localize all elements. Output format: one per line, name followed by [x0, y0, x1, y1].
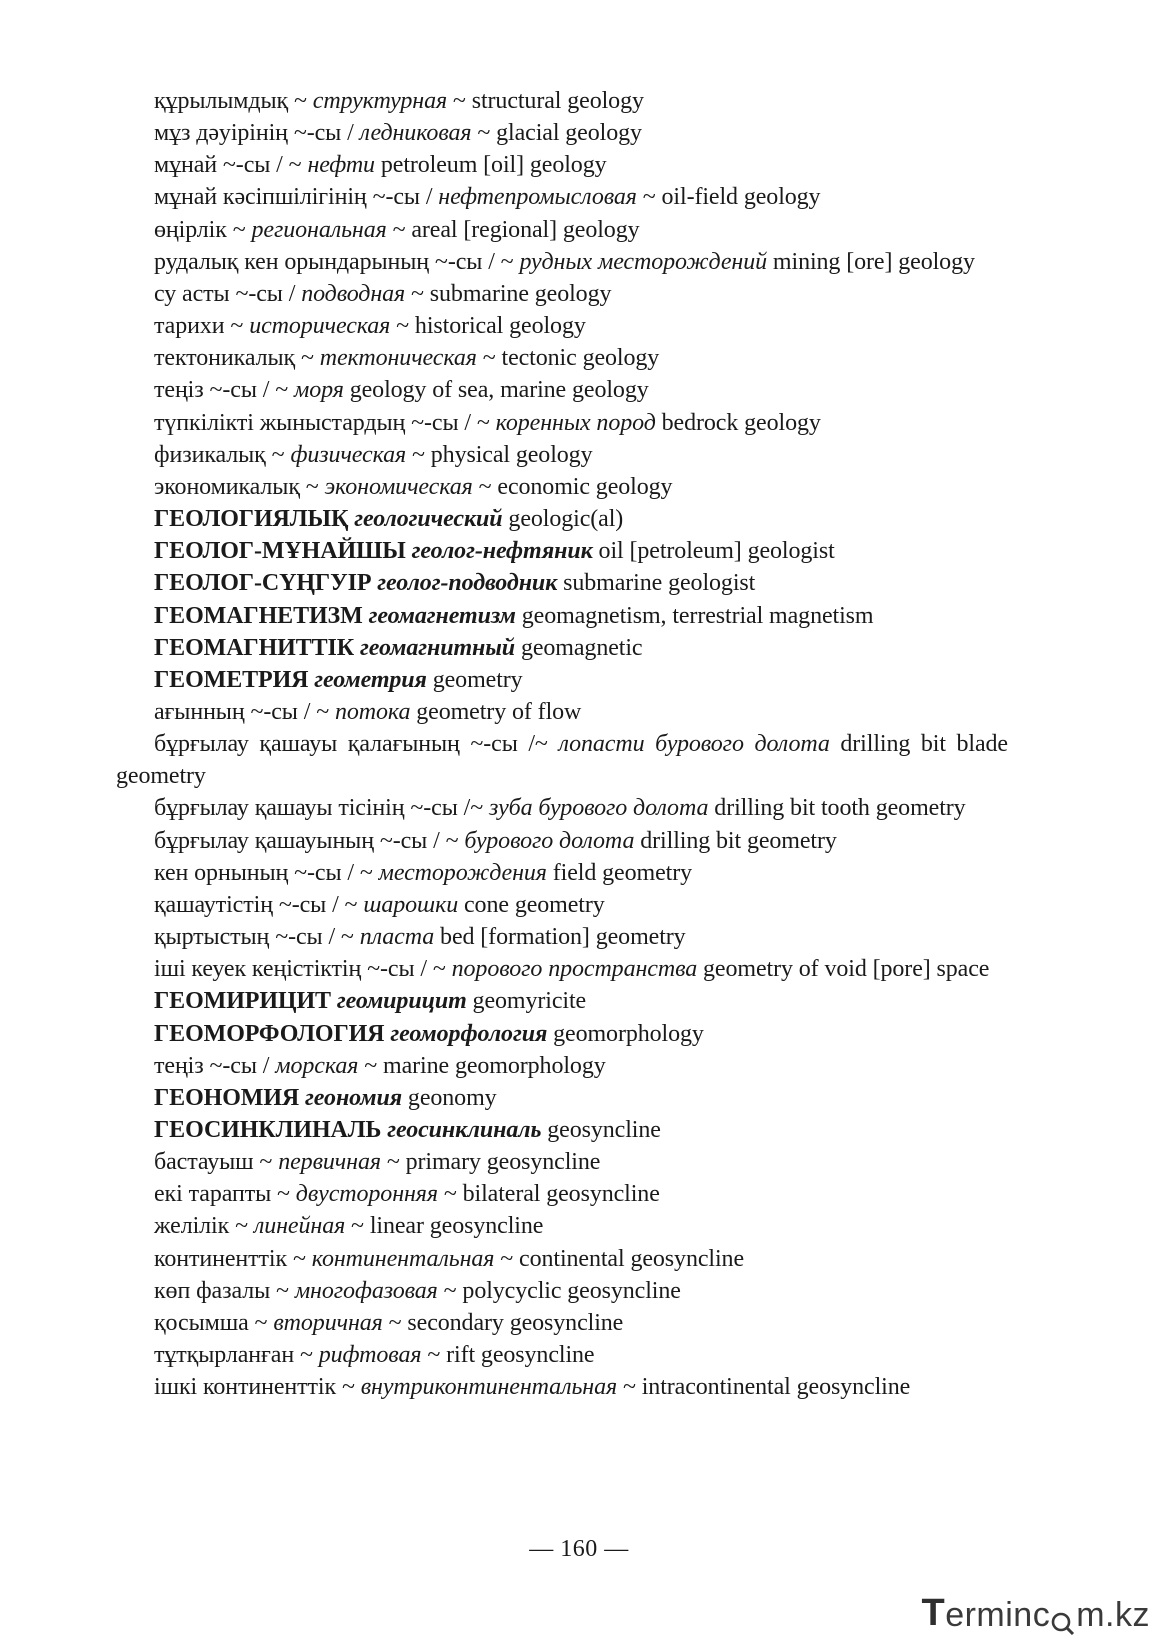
entry-text: ~ physical geology [406, 441, 593, 468]
dictionary-entry [116, 149, 1008, 181]
russian-term: коренных пород [495, 409, 656, 436]
dictionary-entry [116, 374, 1008, 406]
entry-text: бұрғылау қашауы тісінің ~-сы /~ [154, 795, 489, 822]
russian-term: моря [294, 377, 344, 404]
entry-text: ~ continental geosyncline [494, 1245, 744, 1272]
entry-text: ~ oil-field geology [636, 184, 821, 211]
russian-term: месторождения [378, 859, 547, 886]
russian-term: континентальная [311, 1245, 495, 1272]
dictionary-entry [116, 310, 1008, 342]
entry-text: ~ secondary geosyncline [382, 1309, 624, 1336]
russian-term: нефти [307, 152, 375, 179]
russian-term: ледниковая [359, 120, 472, 147]
entry-text: тұтқырланған ~ [154, 1342, 319, 1369]
entry-text: petroleum [oil] geology [374, 152, 607, 179]
russian-term: экономическая [324, 473, 473, 500]
entry-text: geonomy [402, 1084, 497, 1111]
entry-text: іші кеуек кеңістіктің ~-сы / ~ [154, 956, 452, 983]
headword-russian: геоморфология [390, 1020, 548, 1047]
dictionary-entry [116, 889, 1008, 921]
dictionary-entry [116, 1178, 1008, 1210]
entry-text: drilling bit blade geometry [116, 731, 1014, 790]
entry-text: мұнай ~-сы / ~ [154, 152, 308, 179]
page-number: — 160 — [529, 1536, 629, 1562]
russian-term: порового пространства [451, 956, 698, 983]
russian-term: внутриконтинентальная [360, 1374, 618, 1401]
russian-term: региональная [251, 216, 387, 243]
russian-term: линейная [253, 1213, 346, 1240]
entry-text: мұнай кәсіпшілігінің ~-сы / [154, 184, 439, 211]
entry-text: кен орнының ~-сы / ~ [154, 859, 379, 886]
headword: ГЕОМИРИЦИТ [154, 988, 331, 1015]
dictionary-entry [116, 1082, 1008, 1114]
dictionary-entry [116, 857, 1008, 889]
entry-text: geometry [426, 666, 523, 693]
dictionary-entry [116, 1307, 1008, 1339]
entry-text: ~ rift geosyncline [421, 1342, 595, 1369]
entry-text: теңіз ~-сы / ~ [154, 377, 295, 404]
dictionary-entry [116, 1275, 1008, 1307]
headword-russian: геолог-подводник [377, 570, 558, 597]
headword: ГЕОЛОГ-МҰНАЙШЫ [154, 538, 406, 565]
russian-term: первичная [278, 1149, 381, 1176]
headword-russian: геомирицит [336, 988, 467, 1015]
dictionary-entry [116, 471, 1008, 503]
entry-text: ~ areal [regional] geology [386, 216, 640, 243]
entry-text: cone geometry [458, 891, 605, 918]
dictionary-entry [116, 664, 1008, 696]
russian-term: пласта [359, 924, 435, 951]
entry-text: қашаутістің ~-сы / ~ [154, 891, 364, 918]
entry-text: ағынның ~-сы / ~ [154, 698, 335, 725]
entry-text: geology of sea, marine geology [343, 377, 649, 404]
watermark-logo [921, 1585, 1150, 1635]
russian-term: подводная [301, 280, 406, 307]
entry-text: geometry of void [pore] space [697, 956, 990, 983]
dictionary-entry [116, 1371, 1008, 1403]
entry-text: ~ intracontinental geosyncline [617, 1374, 911, 1401]
entry-text: drilling bit geometry [634, 827, 837, 854]
dictionary-entry [116, 696, 1008, 728]
entry-text: geomagnetism, terrestrial magnetism [515, 602, 874, 629]
dictionary-entry [116, 214, 1008, 246]
entry-text: ~ bilateral geosyncline [437, 1181, 660, 1208]
dictionary-entry [116, 439, 1008, 471]
dictionary-entry [116, 246, 1008, 278]
russian-term: морская [275, 1052, 359, 1079]
dictionary-entry [116, 1210, 1008, 1242]
dictionary-entry [116, 407, 1008, 439]
headword-russian: геометрия [314, 666, 427, 693]
entry-text: ~ linear geosyncline [345, 1213, 544, 1240]
dictionary-entry [116, 503, 1008, 535]
entry-text: ~ polycyclic geosyncline [437, 1277, 681, 1304]
entry-text: ~ primary geosyncline [380, 1149, 601, 1176]
dictionary-entry [116, 1339, 1008, 1371]
russian-term: историческая [249, 313, 391, 340]
entry-text: құрылымдық ~ [154, 88, 313, 114]
entry-text: geometry of flow [410, 698, 582, 725]
watermark-middle: erminc [945, 1596, 1051, 1634]
dictionary-entry [116, 1050, 1008, 1082]
headword-russian: геосинклиналь [387, 1117, 542, 1143]
entry-text: өңірлік ~ [154, 216, 252, 243]
dictionary-entry [116, 792, 1008, 824]
entry-text: су асты ~-сы / [154, 280, 302, 307]
dictionary-entry [116, 535, 1008, 567]
entry-text: рудалық кен орындарының ~-сы / ~ [154, 248, 520, 275]
entry-text: қыртыстың ~-сы / ~ [154, 924, 360, 951]
entry-text: ~ tectonic geology [476, 345, 660, 372]
russian-term: многофазовая [294, 1277, 438, 1304]
dictionary-entry [116, 985, 1008, 1017]
entry-text: теңіз ~-сы / [154, 1052, 276, 1079]
dictionary-entry [116, 600, 1008, 632]
dictionary-entry [116, 953, 1008, 985]
entry-text: oil [petroleum] geologist [592, 538, 835, 565]
headword: ГЕОЛОГ-СҮҢГУІР [154, 570, 372, 597]
entry-text: көп фазалы ~ [154, 1277, 295, 1304]
entry-text: mining [ore] geology [767, 248, 975, 275]
russian-term: структурная [312, 88, 448, 114]
magnifier-icon [1050, 1605, 1076, 1635]
entry-text: түпкілікті жыныстардың ~-сы / ~ [154, 409, 496, 436]
dictionary-entry [116, 728, 1014, 792]
entry-text: bedrock geology [655, 409, 821, 436]
watermark-prefix: T [921, 1592, 946, 1634]
entry-text: бастауыш ~ [154, 1149, 279, 1176]
russian-term: шарошки [363, 891, 459, 918]
entry-text: екі тарапты ~ [154, 1181, 296, 1208]
russian-term: физическая [290, 441, 407, 468]
dictionary-entry [116, 278, 1008, 310]
entry-text: ~ submarine geology [405, 280, 612, 307]
russian-term: рифтовая [318, 1342, 422, 1369]
dictionary-entry [116, 85, 1008, 117]
headword: ГЕОМОРФОЛОГИЯ [154, 1020, 385, 1047]
headword-russian: геолог-нефтяник [411, 538, 593, 565]
entry-text: экономикалық ~ [154, 473, 325, 500]
russian-term: тектоническая [319, 345, 477, 372]
entry-text: тектоникалық ~ [154, 345, 320, 372]
russian-term: лопасти бурового долота [558, 731, 830, 758]
dictionary-entry [116, 1243, 1008, 1275]
russian-term: бурового долота [464, 827, 635, 854]
entry-text: желілік ~ [154, 1213, 254, 1240]
entry-text: бұрғылау қашауы қалағының ~-сы /~ [154, 731, 559, 758]
russian-term: рудных месторождений [519, 248, 768, 275]
headword: ГЕОМАГНИТТІК [154, 634, 355, 661]
russian-term: нефтепромысловая [438, 184, 637, 211]
headword-russian: геономия [305, 1084, 403, 1111]
dictionary-entry [116, 117, 1008, 149]
russian-term: потока [334, 698, 411, 725]
entry-text: ~ marine geomorphology [358, 1052, 606, 1079]
watermark-suffix: m.kz [1076, 1596, 1150, 1634]
entry-text: қосымша ~ [154, 1309, 274, 1336]
dictionary-entry [116, 1114, 1008, 1146]
entry-text: мұз дәуірінің ~-сы / [154, 120, 360, 147]
entry-text: ~ structural geology [447, 88, 644, 114]
entry-text: geomyricite [466, 988, 587, 1015]
dictionary-entry [116, 921, 1008, 953]
headword: ГЕОМАГНЕТИЗМ [154, 602, 363, 629]
dictionary-entry [116, 1146, 1008, 1178]
dictionary-entry [116, 825, 1008, 857]
entry-text: submarine geologist [557, 570, 756, 597]
headword-russian: геологический [354, 506, 503, 533]
entry-text: drilling bit tooth geometry [708, 795, 966, 822]
headword: ГЕОСИНКЛИНАЛЬ [154, 1117, 382, 1143]
entry-text: geologic(al) [502, 506, 624, 533]
entry-text: geosyncline [541, 1117, 661, 1143]
dictionary-entries [116, 85, 1014, 1403]
russian-term: двусторонняя [295, 1181, 438, 1208]
entry-text: физикалық ~ [154, 441, 291, 468]
dictionary-entry [116, 567, 1008, 599]
dictionary-entry [116, 342, 1008, 374]
entry-text: geomagnetic [515, 634, 643, 661]
entry-text: ~ economic geology [472, 473, 673, 500]
russian-term: зуба бурового долота [488, 795, 709, 822]
entry-text: ~ glacial geology [471, 120, 642, 147]
dictionary-entry [116, 181, 1008, 213]
russian-term: вторичная [273, 1309, 383, 1336]
headword-russian: геомагнетизм [368, 602, 516, 629]
entry-text: geomorphology [547, 1020, 704, 1047]
dictionary-entry [116, 632, 1008, 664]
headword: ГЕОЛОГИЯЛЫҚ [154, 506, 349, 533]
entry-text: ішкі континенттік ~ [154, 1374, 361, 1401]
entry-text: ~ historical geology [390, 313, 586, 340]
entry-text: бұрғылау қашауының ~-сы / ~ [154, 827, 465, 854]
entry-text: континенттік ~ [154, 1245, 312, 1272]
entry-text: тарихи ~ [154, 313, 250, 340]
entry-text: bed [formation] geometry [434, 924, 686, 951]
entry-text: field geometry [546, 859, 692, 886]
headword-russian: геомагнитный [360, 634, 516, 661]
dictionary-entry [116, 1018, 1008, 1050]
headword: ГЕОНОМИЯ [154, 1084, 300, 1111]
headword: ГЕОМЕТРИЯ [154, 666, 309, 693]
